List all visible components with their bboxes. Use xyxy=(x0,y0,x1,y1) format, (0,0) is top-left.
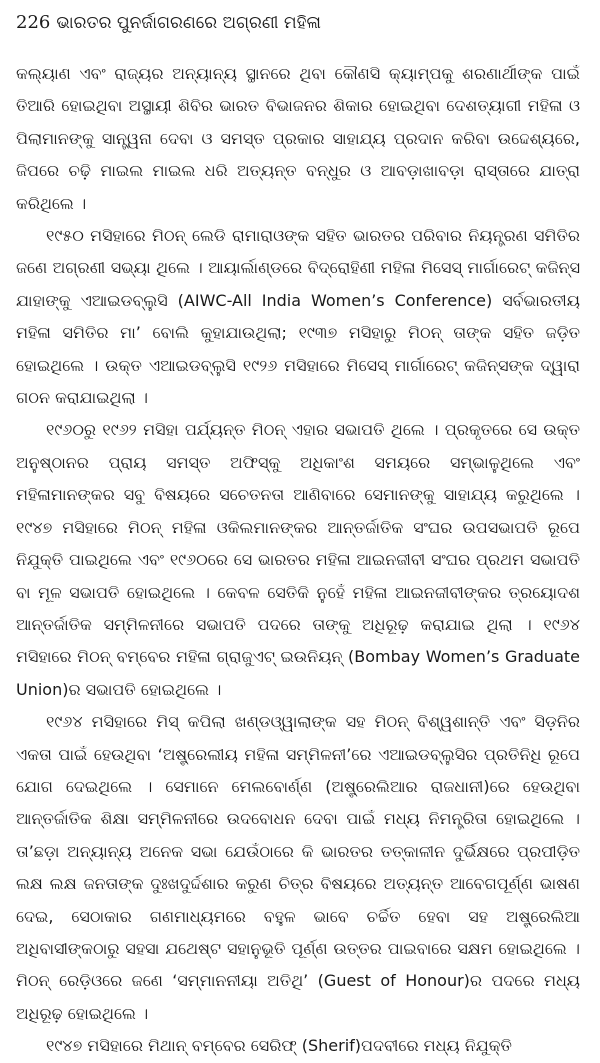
running-title: ଭାରତର ପୁନର୍ଜାଗରଣରେ ଅଗ୍ରଣୀ ମହିଳା xyxy=(56,13,321,33)
page-number: 226 xyxy=(16,12,51,33)
paragraph: ୧୯୬୦ରୁ ୧୯୬୨ ମସିହା ପର୍ଯ୍ୟନ୍ତ ମିଠନ୍ ଏହାର ସଭାପତି ଥିଲେ । ପ୍ରକୃତରେ ସେ ଉକ୍ତ ଅନୁଷ୍ଠାନର ପ୍ରାୟ ସମସ୍ତ ଅଫିସ୍‌କୁ ଅଧିକାଂଶ ସମୟରେ ସମ୍ଭାଳୁଥିଲେ ଏବଂ ମହିଳାମାନଙ୍କର ସବୁ ବିଷୟରେ ସଚେତନତା ଆଣିବାରେ ସେମାନଙ୍କୁ ସାହାଯ୍ୟ କରୁଥିଲେ । ୧୯୪୭ ମସିହାରେ ମିଠନ୍ ମହିଳା ଓକିଲମାନଙ୍କର ଆନ୍ତର୍ଜାତିକ ସଂଘର ଉପସଭାପତି ରୂପେ ନିଯୁକ୍ତି ପାଇଥିଲେ ଏବଂ ୧୯୬୦ରେ ସେ ଭାରତର ମହିଳା ଆଇନଜୀବୀ ସଂଘର ପ୍ରଥମ ସଭାପତି ବା ମୂଳ ସଭାପତି ହୋଇଥିଲେ । କେବଳ ସେତିକି ନୁହେଁ ମହିଳା ଆଇନଜୀବୀଙ୍କର ତ୍ରୟୋଦଶ ଆନ୍ତର୍ଜାତିକ ସମ୍ମିଳନୀରେ ସଭାପତି ପଦରେ ତାଙ୍କୁ ଅଧିରୂଢ଼ କରାଯାଇ ଥିଲା । ୧୯୬୪ ମସିହାରେ ମିଠନ୍ ବମ୍ବେର ମହିଳା ଗ୍ରାଜୁଏଟ୍ ଇଉନିୟନ୍ (Bombay Women’s Graduate Union)ର ସଭାପତି ହୋଇଥିଲେ । xyxy=(16,420,580,699)
body-text xyxy=(16,58,580,1063)
running-header xyxy=(16,10,580,36)
paragraph: ୧୯୬୪ ମସିହାରେ ମିସ୍ କପିଲା ଖଣ୍ଡଓ୍ୱାଲାଙ୍କ ସହ ମିଠନ୍ ବିଶ୍ୱଶାନ୍ତି ଏବଂ ସିଡ଼ନିର ଏକତା ପାଇଁ ହେଉଥିବା ‘ଅଷ୍ଟ୍ରେଲୀୟ ମହିଳା ସମ୍ମିଳନୀ’ରେ ଏଆଇଡବ୍ଲୁସିର ପ୍ରତିନିଧି ରୂପେ ଯୋଗ ଦେଇଥିଲେ । ସେମାନେ ମେଲବୋର୍ଣ୍ଣ (ଅଷ୍ଟ୍ରେଲିଆର ରାଜଧାନୀ)ରେ ହେଉଥିବା ଆନ୍ତର୍ଜାତିକ ଶିକ୍ଷା ସମ୍ମିଳନୀରେ ଉଦବୋଧନ ଦେବା ପାଇଁ ମଧ୍ୟ ନିମନ୍ତ୍ରିତା ହୋଇଥିଲେ । ତା’ଛଡ଼ା ଅନ୍ୟାନ୍ୟ ଅନେକ ସଭା ଯେଉଁଠାରେ କି ଭାରତର ତତ୍କାଳୀନ ଦୁର୍ଭିକ୍ଷରେ ପ୍ରପୀଡ଼ିତ ଲକ୍ଷ ଲକ୍ଷ ଜନତାଙ୍କ ଦୁଃଖଦୁର୍ଦ୍ଦଶାର କରୁଣ ଚିତ୍ର ବିଷୟରେ ଅତ୍ୟନ୍ତ ଆବେଗପୂର୍ଣ୍ଣ ଭାଷଣ ଦେଇ, ସେଠାକାର ଗଣମାଧ୍ୟମରେ ବହୁଳ ଭାବେ ଚର୍ଚ୍ଚିତ ହେବା ସହ ଅଷ୍ଟ୍ରେଲିଆ ଅଧିବାସୀଙ୍କଠାରୁ ସହସା ଯଥେଷ୍ଟ ସହାନୁଭୂତି ପୂର୍ଣ୍ଣ ଉତ୍ତର ପାଇବାରେ ସକ୍ଷମ ହୋଇଥିଲେ । ମିଠନ୍ ରେଡ଼ିଓରେ ଜଣେ ‘ସମ୍ମାନନୀୟା ଅତିଥି’ (Guest of Honour)ର ପଦରେ ମଧ୍ୟ ଅଧିରୂଢ଼ ହୋଇଥିଲେ । xyxy=(16,712,580,1023)
paragraph: କଲ୍ୟାଣ ଏବଂ ରାଜ୍ୟର ଅନ୍ୟାନ୍ୟ ସ୍ଥାନରେ ଥିବା କୌଣସି କ୍ୟାମ୍ପକୁ ଶରଣାର୍ଥୀଙ୍କ ପାଇଁ ତିଆରି ହୋଇଥିବା ଅସ୍ଥାୟୀ ଶିବିର ଭାରତ ବିଭାଜନର ଶିକାର ହୋଇଥିବା ଦେଶତ୍ୟାଗୀ ମହିଳା ଓ ପିଲାମାନଙ୍କୁ ସାନ୍ତ୍ୱନା ଦେବା ଓ ସମସ୍ତ ପ୍ରକାର ସାହାଯ୍ୟ ପ୍ରଦାନ କରିବା ଉଦ୍ଦେଶ୍ୟରେ, ଜିପରେ ଚଢ଼ି ମାଇଲ ମାଇଲ ଧରି ଅତ୍ୟନ୍ତ ବନ୍ଧୁର ଓ ଆବଡ଼ାଖାବଡ଼ା ରାସ୍ତାରେ ଯାତ୍ରା କରିଥିଲେ । xyxy=(16,64,580,213)
paragraph: ୧୯୪୭ ମସିହାରେ ମିଥାନ୍ ବମ୍ବେର ସେରିଫ୍ (Sherif)ପଦବୀରେ ମଧ୍ୟ ନିଯୁକ୍ତି xyxy=(46,1036,512,1056)
paragraph: ୧୯୫୦ ମସିହାରେ ମିଠନ୍ ଲେଡି ରାମାରାଓଙ୍କ ସହିତ ଭାରତର ପରିବାର ନିୟନ୍ତ୍ରଣ ସମିତିର ଜଣେ ଅଗ୍ରଣୀ ସଭ୍ୟା ଥିଲେ । ଆୟାର୍ଲାଣ୍ଡରେ ବିଦ୍ରୋହିଣୀ ମହିଳା ମିସେସ୍ ମାର୍ଗାରେଟ୍ କଜିନ୍ସ ଯାହାଙ୍କୁ ଏଆଇଡବ୍ଲୁସି (AIWC-All India Women’s Conference) ସର୍ବଭାରତୀୟ ମହିଳା ସମିତିର ମା’ ବୋଲି କୁହାଯାଉଥିଲା; ୧୯୩୭ ମସିହାରୁ ମିଠନ୍ ତାଙ୍କ ସହିତ ଜଡ଼ିତ ହୋଇଥିଲେ । ଉକ୍ତ ଏଆଇଡବ୍ଲୁସି ୧୯୨୬ ମସିହାରେ ମିସେସ୍ ମାର୍ଗାରେଟ୍ କଜିନ୍ସଙ୍କ ଦ୍ୱାରା ଗଠନ କରାଯାଇଥିଲା । xyxy=(16,226,580,408)
